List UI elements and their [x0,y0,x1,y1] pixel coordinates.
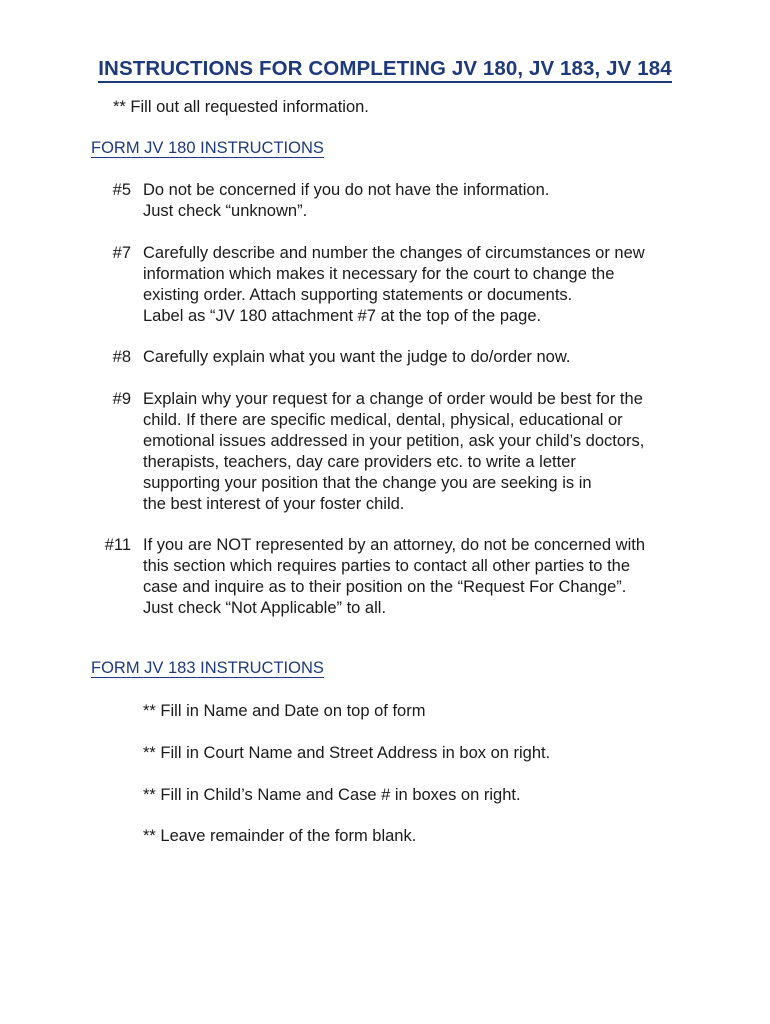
item-line: Carefully describe and number the changes of circumstances or new [143,244,645,262]
item-line: therapists, teachers, day care providers etc. to write a letter [143,453,576,471]
jv183-note: ** Fill in Child’s Name and Case # in boxes on right. [143,786,521,804]
item-number: #8 [112,348,131,366]
item-line: If you are NOT represented by an attorney, do not be concerned with [143,536,646,554]
item-line: the best interest of your foster child. [143,495,405,513]
jv183-note: ** Fill in Name and Date on top of form [143,702,426,720]
item-number: #11 [104,536,131,554]
jv183-note: ** Fill in Court Name and Street Address in box on right. [143,744,551,762]
jv183-note: ** Leave remainder of the form blank. [143,827,417,845]
item-line: child. If there are specific medical, dental, physical, educational or [143,411,623,429]
item-line: existing order. Attach supporting statements or documents. [143,286,573,304]
item-line: information which makes it necessary for the court to change the [143,265,615,283]
instruction-item-8 [112,347,698,368]
item-number: #9 [112,390,131,408]
intro-note: ** Fill out all requested information. [113,98,369,116]
instruction-item-7 [112,243,698,327]
section-heading-jv180: FORM JV 180 INSTRUCTIONS [91,139,324,157]
item-line: Label as “JV 180 attachment #7 at the top of the page. [143,307,542,325]
section-heading-jv183: FORM JV 183 INSTRUCTIONS [91,659,324,677]
item-line: Explain why your request for a change of order would be best for the [143,390,643,408]
item-line: Carefully explain what you want the judge to do/order now. [143,348,571,366]
item-line: Do not be concerned if you do not have the information. [143,181,550,199]
instruction-item-5 [112,180,698,222]
item-line: emotional issues addressed in your petition, ask your child’s doctors, [143,432,645,450]
item-line: this section which requires parties to contact all other parties to the [143,557,630,575]
item-line: Just check “unknown”. [143,202,308,220]
item-line: supporting your position that the change you are seeking is in [143,474,592,492]
item-line: Just check “Not Applicable” to all. [143,599,387,617]
item-line: case and inquire as to their position on the “Request For Change”. [143,578,627,596]
item-number: #7 [112,244,131,262]
instruction-item-11 [104,535,698,619]
instruction-item-9 [112,389,698,515]
item-number: #5 [112,181,131,199]
page-title: INSTRUCTIONS FOR COMPLETING JV 180, JV 183, JV 184 [0,57,770,81]
